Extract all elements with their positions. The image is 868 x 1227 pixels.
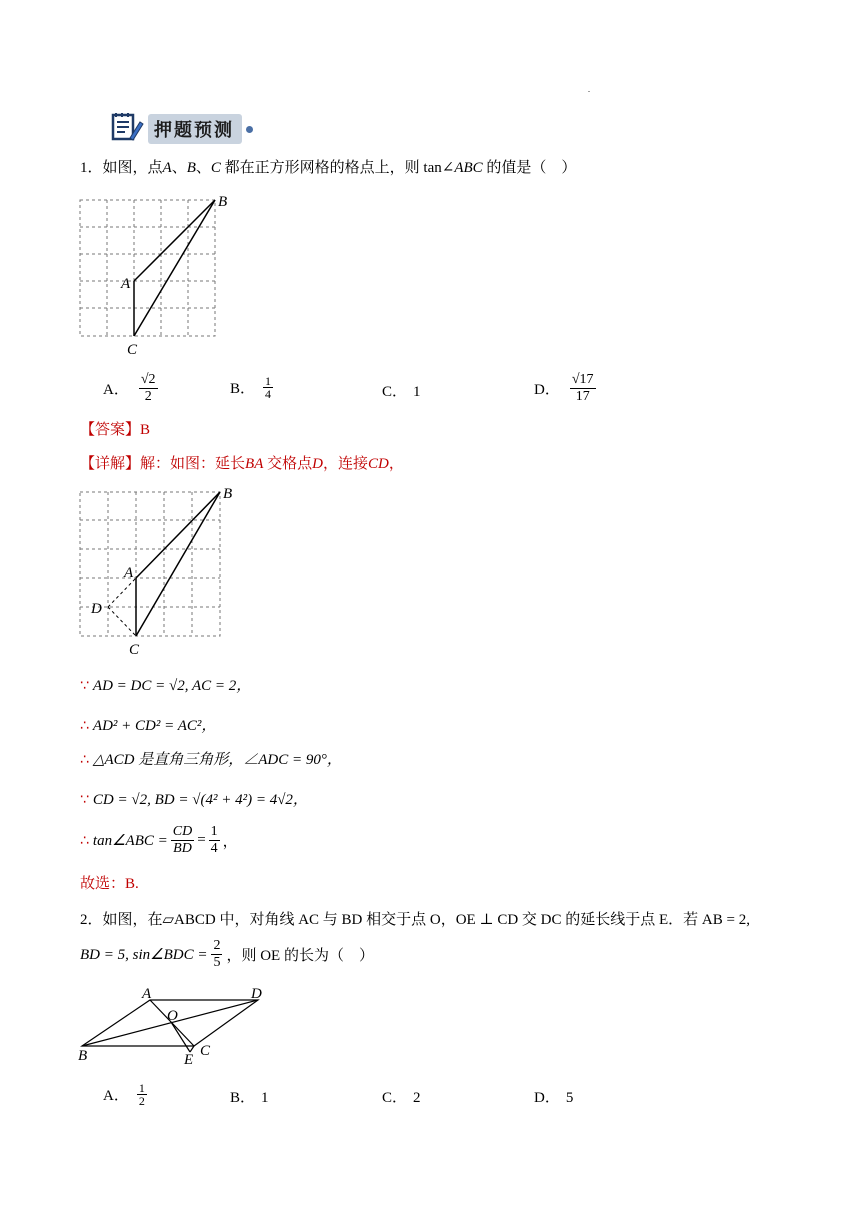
- q2-stem-line2: BD = 5, sin∠BDC = $\frac{2}{5}$ ，则 OE 的长为（ ）: [80, 938, 374, 970]
- q2-label-d: D: [251, 986, 262, 1002]
- q1-triangle: [134, 200, 215, 336]
- section-banner: [110, 113, 253, 145]
- q2-option-d[interactable]: D． 5: [534, 1090, 574, 1106]
- banner-dot: [246, 126, 253, 133]
- q1-label-c: C: [127, 342, 138, 358]
- q1s-label-c: C: [129, 642, 140, 658]
- q1-option-d[interactable]: D． $\frac{√17}{17}$: [534, 372, 594, 404]
- header-mark: .: [588, 85, 590, 94]
- q1-step-3: ∴ △ACD 是直角三角形，∠ADC = 90°，: [80, 752, 342, 768]
- q1-stem: 1．如图，点A、B、C 都在正方形网格的格点上，则 tan∠ABC 的值是（ ）: [80, 160, 577, 176]
- q1-option-b[interactable]: B． $\frac{1}{4}$: [230, 374, 272, 401]
- q1-step-final: ∴ tan∠ABC = $\frac{CD}{BD}$ = $\frac{1}{4}$ ，: [80, 824, 238, 856]
- q2-label-a: A: [142, 986, 152, 1002]
- q1s-label-b: B: [223, 486, 233, 502]
- q1-option-c[interactable]: C． 1: [382, 384, 421, 400]
- q1-detail: 【详解】解：如图：延长BA 交格点D，连接CD，: [80, 456, 404, 472]
- q1-step-4: ∵ CD = √2, BD = √(4² + 4²) = 4√2，: [80, 792, 308, 808]
- q1s-label-d: D: [91, 601, 102, 617]
- q1-figure: [70, 190, 250, 360]
- banner-title: 押题预测: [148, 114, 242, 144]
- q2-figure: [70, 982, 280, 1070]
- q2-option-a[interactable]: A． $\frac{1}{2}$: [103, 1081, 145, 1108]
- q1-step-2: ∴ AD² + CD² = AC²，: [80, 718, 217, 734]
- notepad-icon: [110, 112, 144, 147]
- q1-solution-figure: [70, 482, 250, 660]
- q1s-label-a: A: [124, 565, 134, 581]
- q1-conclusion: 故选：B.: [80, 876, 139, 892]
- q1-option-a[interactable]: A． $\frac{√2}{2}$: [103, 372, 156, 404]
- q2-label-e: E: [184, 1052, 194, 1068]
- q1-label-a: A: [121, 276, 131, 292]
- q2-label-o: O: [167, 1008, 178, 1024]
- q2-label-c: C: [200, 1043, 211, 1059]
- q2-option-b[interactable]: B． 1: [230, 1090, 269, 1106]
- q2-stem-line1: 2．如图，在▱ABCD 中，对角线 AC 与 BD 相交于点 O，OE ⊥ CD 交 DC 的延长线于点 E．若 AB = 2,: [80, 912, 750, 928]
- q1-answer: 【答案】B: [80, 422, 151, 438]
- q1-label-b: B: [218, 194, 228, 210]
- q2-label-b: B: [78, 1048, 88, 1064]
- q1-step-1: ∵ AD = DC = √2, AC = 2，: [80, 678, 252, 694]
- q1-solution-lines: [136, 492, 220, 636]
- q2-option-c[interactable]: C． 2: [382, 1090, 421, 1106]
